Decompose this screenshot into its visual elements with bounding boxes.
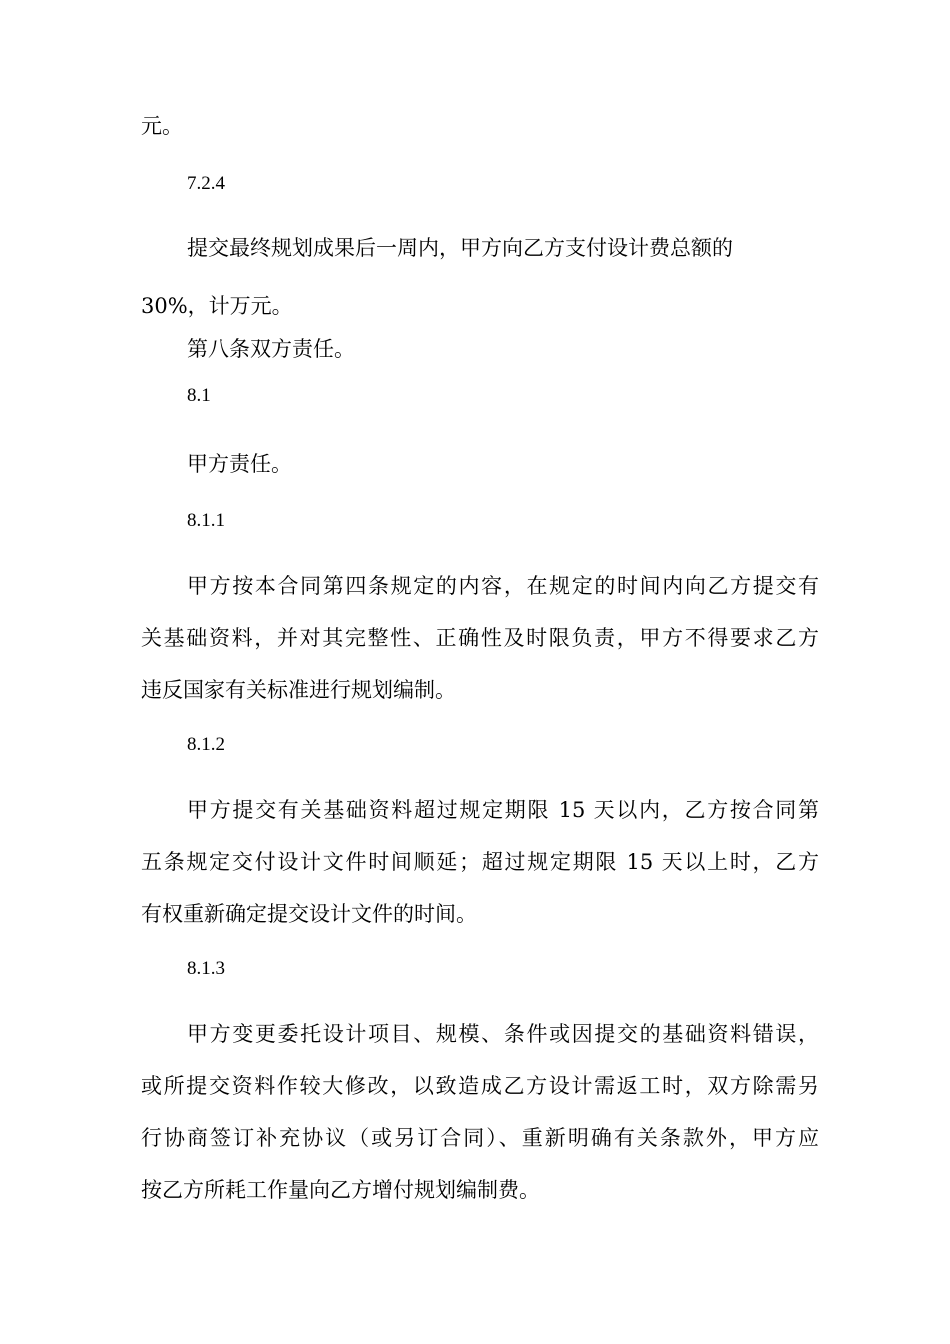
clause-number-8-1: 8.1 [187, 385, 211, 406]
paragraph-line: 行协商签订补充协议（或另订合同）、重新明确有关条款外，甲方应 [141, 1126, 819, 1150]
clause-number-8-1-2: 8.1.2 [187, 734, 225, 755]
text-line-continuation: 元。 [141, 114, 183, 138]
paragraph-line: 有权重新确定提交设计文件的时间。 [141, 902, 477, 926]
section-heading: 甲方责任。 [187, 452, 292, 476]
paragraph-line: 甲方变更委托设计项目、规模、条件或因提交的基础资料错误， [187, 1022, 819, 1046]
paragraph-line: 或所提交资料作较大修改，以致造成乙方设计需返工时，双方除需另 [141, 1074, 819, 1098]
paragraph-line: 按乙方所耗工作量向乙方增付规划编制费。 [141, 1178, 540, 1202]
article-heading: 第八条双方责任。 [187, 337, 355, 361]
paragraph-line: 违反国家有关标准进行规划编制。 [141, 678, 456, 702]
clause-number-8-1-1: 8.1.1 [187, 510, 225, 531]
paragraph-line: 甲方提交有关基础资料超过规定期限 15 天以内，乙方按合同第 [187, 798, 819, 822]
clause-number-8-1-3: 8.1.3 [187, 958, 225, 979]
paragraph-line: 甲方按本合同第四条规定的内容，在规定的时间内向乙方提交有 [187, 574, 819, 598]
clause-number-7-2-4: 7.2.4 [187, 173, 225, 194]
paragraph-line: 五条规定交付设计文件时间顺延；超过规定期限 15 天以上时，乙方 [141, 850, 819, 874]
paragraph-line: 30%，计万元。 [141, 294, 293, 318]
paragraph-line: 提交最终规划成果后一周内，甲方向乙方支付设计费总额的 [187, 236, 733, 260]
paragraph-line: 关基础资料，并对其完整性、正确性及时限负责，甲方不得要求乙方 [141, 626, 819, 650]
